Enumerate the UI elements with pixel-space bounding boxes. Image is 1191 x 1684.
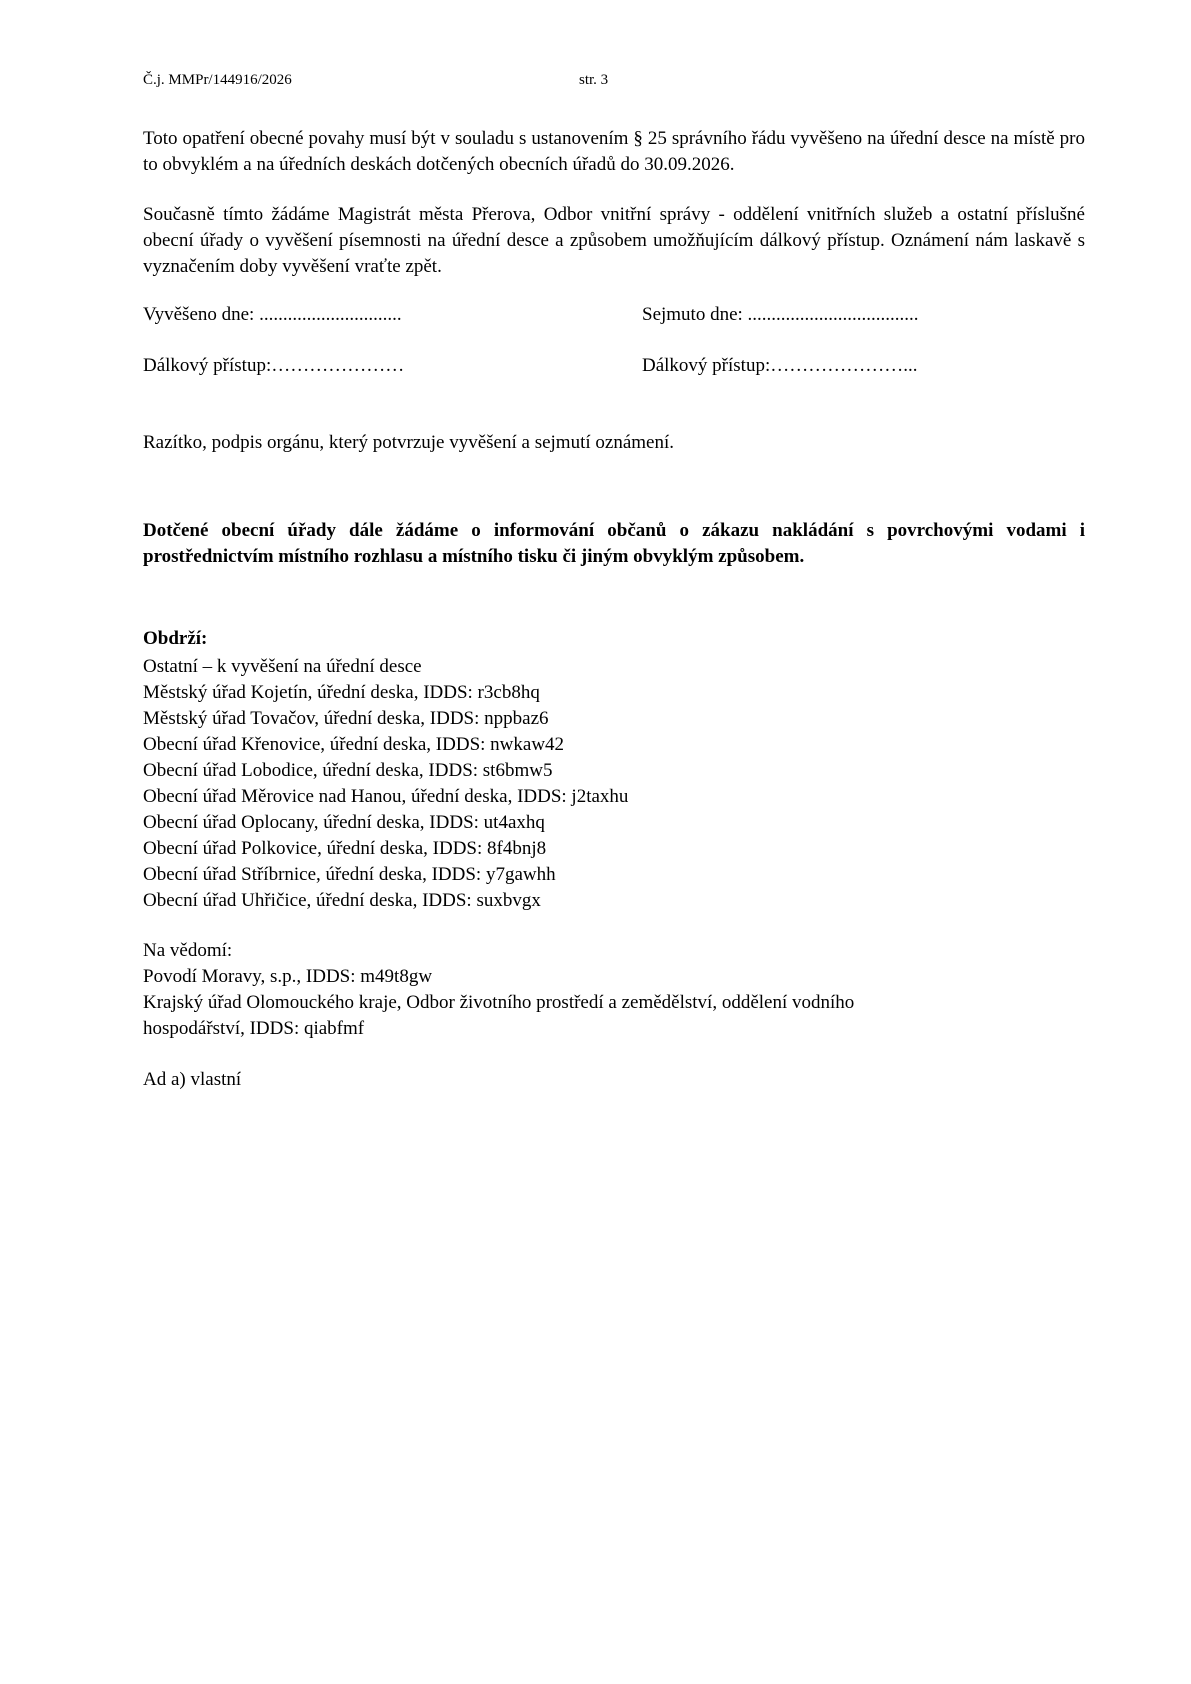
removed-on-field: Sejmuto dne: .................................... bbox=[642, 304, 919, 325]
list-item: Obecní úřad Polkovice, úřední deska, IDDS: 8f4bnj8 bbox=[143, 838, 547, 859]
list-item: Obecní úřad Křenovice, úřední deska, IDDS: nwkaw42 bbox=[143, 734, 565, 755]
posting-fields bbox=[143, 302, 1085, 382]
recipients-list bbox=[143, 654, 1085, 914]
list-item: Krajský úřad Olomouckého kraje, Odbor životního prostředí a zemědělství, oddělení vodního bbox=[143, 992, 855, 1013]
list-item: hospodářství, IDDS: qiabfmf bbox=[143, 1018, 365, 1039]
remote-access-field-right: Dálkový přístup:…………………... bbox=[642, 355, 918, 376]
list-item: Obecní úřad Stříbrnice, úřední deska, IDDS: y7gawhh bbox=[143, 864, 556, 885]
list-item: Obecní úřad Měrovice nad Hanou, úřední deska, IDDS: j2taxhu bbox=[143, 786, 629, 807]
for-information-list bbox=[143, 964, 1085, 1042]
ad-a-note: Ad a) vlastní bbox=[143, 1069, 242, 1090]
list-item: Obecní úřad Lobodice, úřední deska, IDDS: st6bmw5 bbox=[143, 760, 553, 781]
list-item: Povodí Moravy, s.p., IDDS: m49t8gw bbox=[143, 966, 433, 987]
page-number: str. 3 bbox=[579, 72, 609, 88]
request-paragraph: Současně tímto žádáme Magistrát města Přerova, Odbor vnitřní správy - oddělení vnitřních služeb a ostatní příslušné obecní úřady o vyvěšení písemnosti na úřední desce a způsobem umožňujícím dálkový přístup. Oznámení nám laskavě s vyznačením doby vyvěšení vraťte zpět. bbox=[143, 204, 1085, 277]
for-information-title: Na vědomí: bbox=[143, 940, 233, 961]
list-item: Městský úřad Kojetín, úřední deska, IDDS: r3cb8hq bbox=[143, 682, 540, 703]
list-item: Obecní úřad Uhřičice, úřední deska, IDDS: suxbvgx bbox=[143, 890, 541, 911]
notice-paragraph: Dotčené obecní úřady dále žádáme o informování občanů o zákazu nakládání s povrchovými vodami i prostřednictvím místního rozhlasu a místního tisku či jiným obvyklým způsobem. bbox=[143, 520, 1085, 567]
list-item: Městský úřad Tovačov, úřední deska, IDDS: nppbaz6 bbox=[143, 708, 549, 729]
reference-number: Č.j. MMPr/144916/2026 bbox=[143, 72, 292, 88]
recipients-title: Obdrží: bbox=[143, 628, 208, 649]
posted-on-field: Vyvěšeno dne: .............................. bbox=[143, 304, 402, 325]
list-item: Obecní úřad Oplocany, úřední deska, IDDS: ut4axhq bbox=[143, 812, 545, 833]
posting-paragraph: Toto opatření obecné povahy musí být v souladu s ustanovením § 25 správního řádu vyvěšeno na úřední desce na místě pro to obvyklém a na úředních deskách dotčených obecních úřadů do 30.09.2026. bbox=[143, 128, 1085, 175]
remote-access-field-left: Dálkový přístup:………………… bbox=[143, 355, 405, 376]
document-body bbox=[143, 126, 1085, 1093]
stamp-note: Razítko, podpis orgánu, který potvrzuje vyvěšení a sejmutí oznámení. bbox=[143, 432, 674, 453]
list-item: Ostatní – k vyvěšení na úřední desce bbox=[143, 656, 422, 677]
